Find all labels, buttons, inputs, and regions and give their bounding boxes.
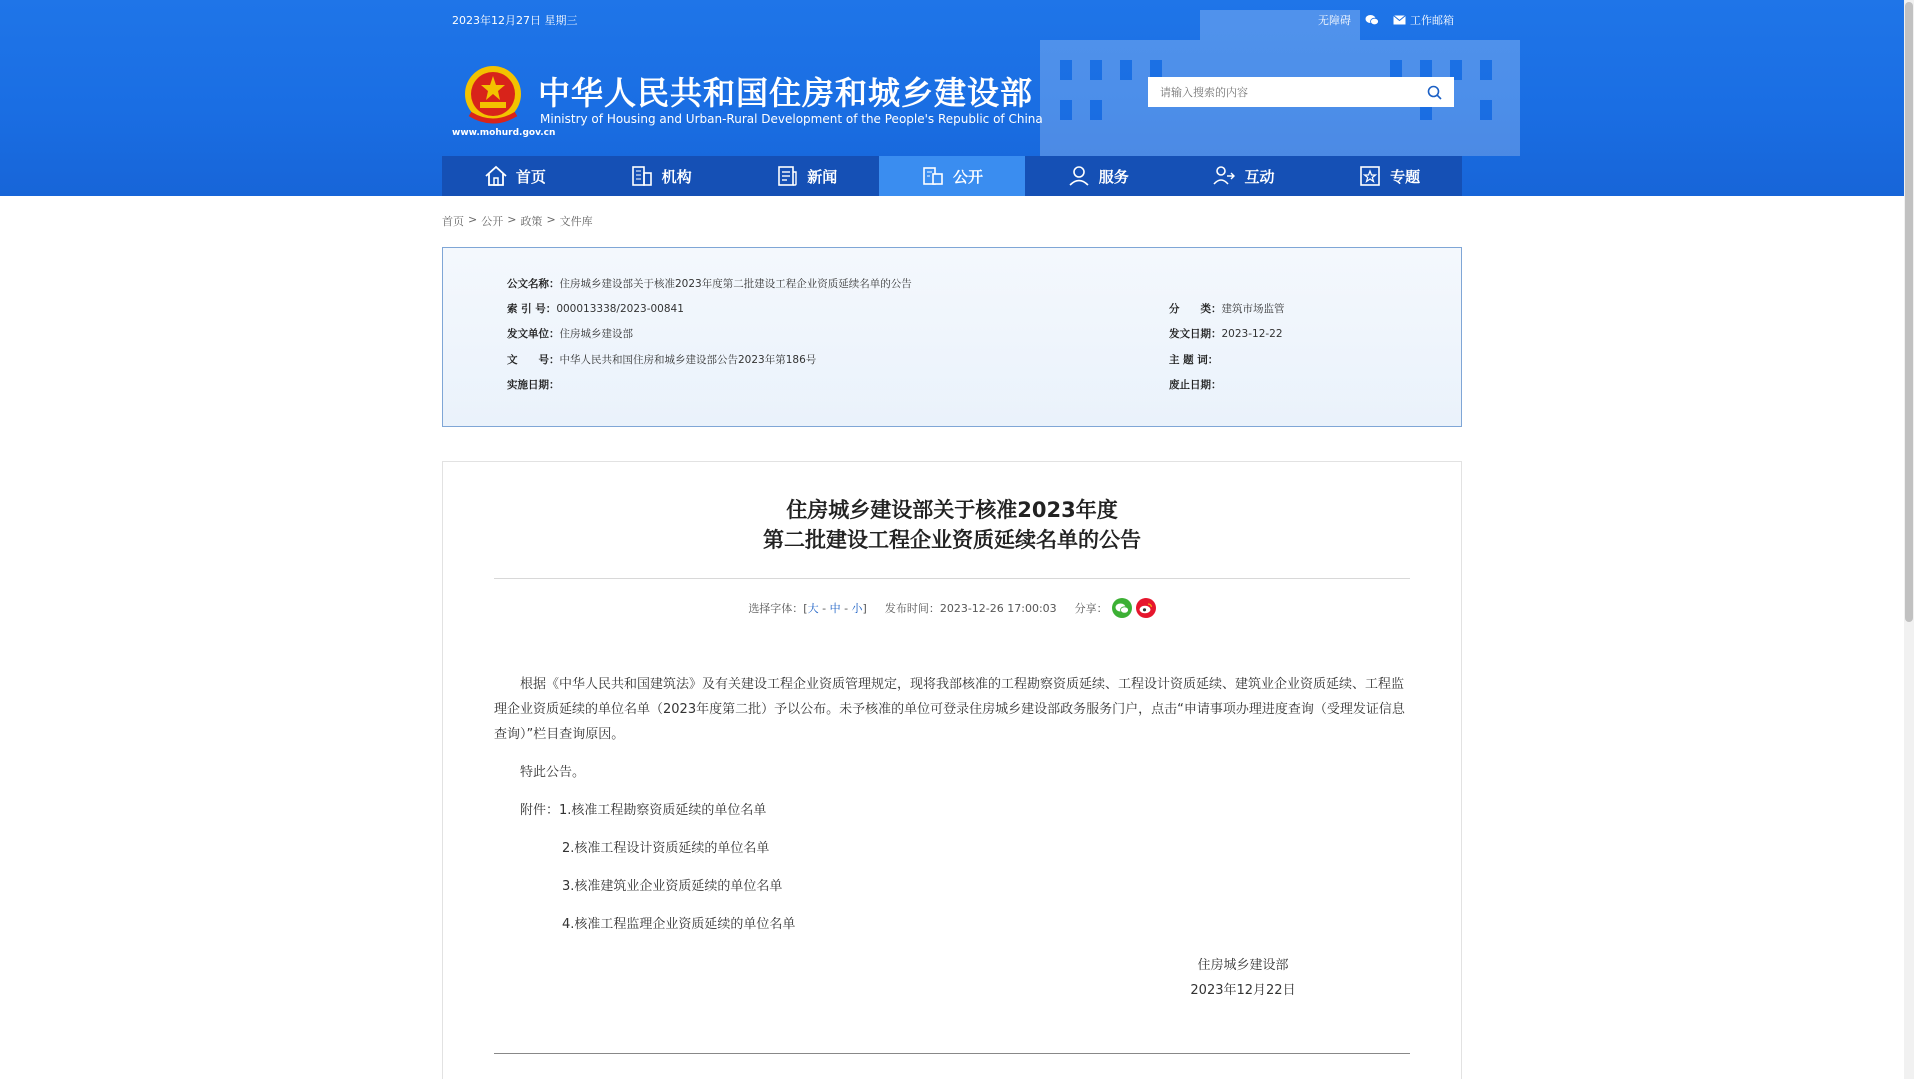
meta-effective-date [507, 377, 560, 392]
nav-item-news[interactable] [733, 156, 879, 196]
meta-keywords [1169, 352, 1218, 367]
attachment-link-4[interactable]: 4.核准工程监理企业资质延续的单位名单 [562, 917, 796, 932]
meta-value: 住房城乡建设部关于核准2023年度第二批建设工程企业资质延续名单的公告 [559, 278, 912, 290]
news-icon [775, 164, 799, 188]
font-large-button[interactable]: 大 [807, 602, 819, 615]
site-title: 中华人民共和国住房和城乡建设部 [538, 74, 1034, 112]
nav-item-service[interactable] [1025, 156, 1171, 196]
meta-label: 分 类： [1169, 303, 1222, 315]
building-icon [630, 164, 654, 188]
attachment-link-1[interactable]: 附件：1.核准工程勘察资质延续的单位名单 [520, 803, 767, 818]
nav-label: 新闻 [807, 167, 838, 186]
nav-label: 专题 [1390, 167, 1421, 186]
article-bottom-divider [494, 1053, 1410, 1054]
meta-index [507, 301, 684, 316]
scrollbar-thumb[interactable] [1905, 2, 1913, 622]
breadcrumb-separator: > [546, 213, 556, 226]
meta-label: 公文名称： [507, 278, 560, 290]
nav-label: 公开 [953, 167, 984, 186]
public-icon [921, 164, 945, 188]
document-meta-box [442, 247, 1462, 427]
article-closing: 特此公告。 [520, 765, 586, 780]
search-box [1148, 77, 1454, 107]
meta-expire-date [1169, 377, 1222, 392]
nav-label: 首页 [515, 167, 546, 186]
site-header [0, 0, 1904, 196]
meta-label: 发文单位： [507, 328, 560, 340]
article-title-line2: 第二批建设工程企业资质延续名单的公告 [763, 528, 1141, 552]
attachment-link-2[interactable]: 2.核准工程设计资质延续的单位名单 [562, 841, 770, 856]
current-date: 2023年12月27日 星期三 [452, 14, 578, 27]
meta-value: 建筑市场监管 [1221, 303, 1285, 315]
meta-doc-number [507, 352, 816, 367]
breadcrumb-public[interactable]: 公开 [481, 215, 504, 228]
meta-category [1169, 301, 1285, 316]
meta-value: 住房城乡建设部 [559, 328, 633, 340]
wechat-share-icon[interactable] [1112, 598, 1132, 618]
nav-item-public[interactable] [879, 156, 1025, 196]
nav-label: 机构 [661, 167, 692, 186]
article-info-bar [443, 598, 1461, 618]
share-bar [1075, 598, 1156, 618]
service-icon [1067, 164, 1091, 188]
publish-value: 2023-12-26 17:00:03 [939, 602, 1057, 615]
font-small-button[interactable]: 小 [851, 602, 863, 615]
font-size-bracket: ] [862, 602, 867, 615]
meta-label: 实施日期： [507, 379, 560, 391]
breadcrumb-library[interactable]: 文件库 [559, 215, 593, 228]
topic-icon [1358, 164, 1382, 188]
article-paragraph: 根据《中华人民共和国建筑法》及有关建设工程企业资质管理规定，现将我部核准的工程勘察资质延续、工程设计资质延续、建筑业企业资质延续、工程监理企业资质延续的单位名单（2023年度第二批）予以公布。未予核准的单位可登录住房城乡建设部政务服务门户，点击“申请事项办理进度查询（受理发证信息查询）”栏目查询原因。 [494, 677, 1405, 742]
meta-value: 000013338/2023-00841 [556, 303, 684, 315]
font-size-selector: 选择字体：[大 - 中 - 小] [748, 602, 867, 615]
site-subtitle: Ministry of Housing and Urban-Rural Development of the People's Republic of China [540, 112, 1043, 126]
wechat-icon[interactable] [1365, 14, 1379, 26]
top-bar [442, 8, 1454, 32]
breadcrumb-policy[interactable]: 政策 [520, 215, 543, 228]
nav-label: 互动 [1244, 167, 1275, 186]
nav-item-home[interactable] [442, 156, 588, 196]
breadcrumb-home[interactable]: 首页 [442, 215, 464, 228]
main-nav [442, 156, 1462, 196]
search-button[interactable] [1414, 77, 1454, 107]
nav-item-institution[interactable] [588, 156, 734, 196]
meta-label: 文 号： [507, 354, 560, 366]
breadcrumb-separator: > [507, 213, 517, 226]
article-title-line1: 住房城乡建设部关于核准2023年度 [786, 498, 1118, 522]
meta-value: 2023-12-22 [1221, 328, 1283, 340]
accessibility-link[interactable]: 无障碍 [1318, 14, 1351, 27]
meta-issue-date [1169, 326, 1283, 341]
weibo-share-icon[interactable] [1136, 598, 1156, 618]
interact-icon [1212, 164, 1236, 188]
article-title [443, 495, 1461, 555]
work-mail-label: 工作邮箱 [1410, 14, 1454, 27]
national-emblem-logo[interactable] [462, 64, 524, 128]
search-icon [1427, 85, 1442, 100]
breadcrumb-separator: > [468, 213, 478, 226]
top-links [1318, 12, 1454, 28]
nav-label: 服务 [1098, 167, 1129, 186]
site-domain: www.mohurd.gov.cn [452, 128, 556, 138]
meta-label: 发文日期： [1169, 328, 1222, 340]
search-input[interactable] [1148, 78, 1414, 106]
work-mail-link[interactable] [1393, 12, 1454, 28]
signature-block [1173, 953, 1313, 1003]
nav-item-interact[interactable] [1171, 156, 1317, 196]
meta-label: 索 引 号： [507, 303, 557, 315]
attachment-link-3[interactable]: 3.核准建筑业企业资质延续的单位名单 [562, 879, 783, 894]
publish-time [885, 600, 1057, 616]
mail-icon [1393, 15, 1406, 25]
font-medium-button[interactable]: 中 [829, 602, 841, 615]
meta-doc-name [507, 276, 912, 291]
meta-label: 主 题 词： [1169, 354, 1219, 366]
meta-issuer [507, 326, 633, 341]
meta-value: 中华人民共和国住房和城乡建设部公告2023年第186号 [559, 354, 817, 366]
signature-date: 2023年12月22日 [1190, 983, 1296, 998]
meta-label: 废止日期： [1169, 379, 1222, 391]
home-icon [484, 164, 508, 188]
article-container [442, 461, 1462, 1079]
share-label: 分享： [1074, 602, 1108, 615]
publish-label: 发布时间： [884, 602, 940, 615]
signature-org: 住房城乡建设部 [1197, 958, 1289, 973]
title-divider [494, 578, 1410, 579]
breadcrumb [442, 213, 593, 229]
nav-item-topic[interactable] [1316, 156, 1462, 196]
font-size-label: 选择字体：[ [748, 602, 808, 615]
article-body [494, 672, 1412, 950]
